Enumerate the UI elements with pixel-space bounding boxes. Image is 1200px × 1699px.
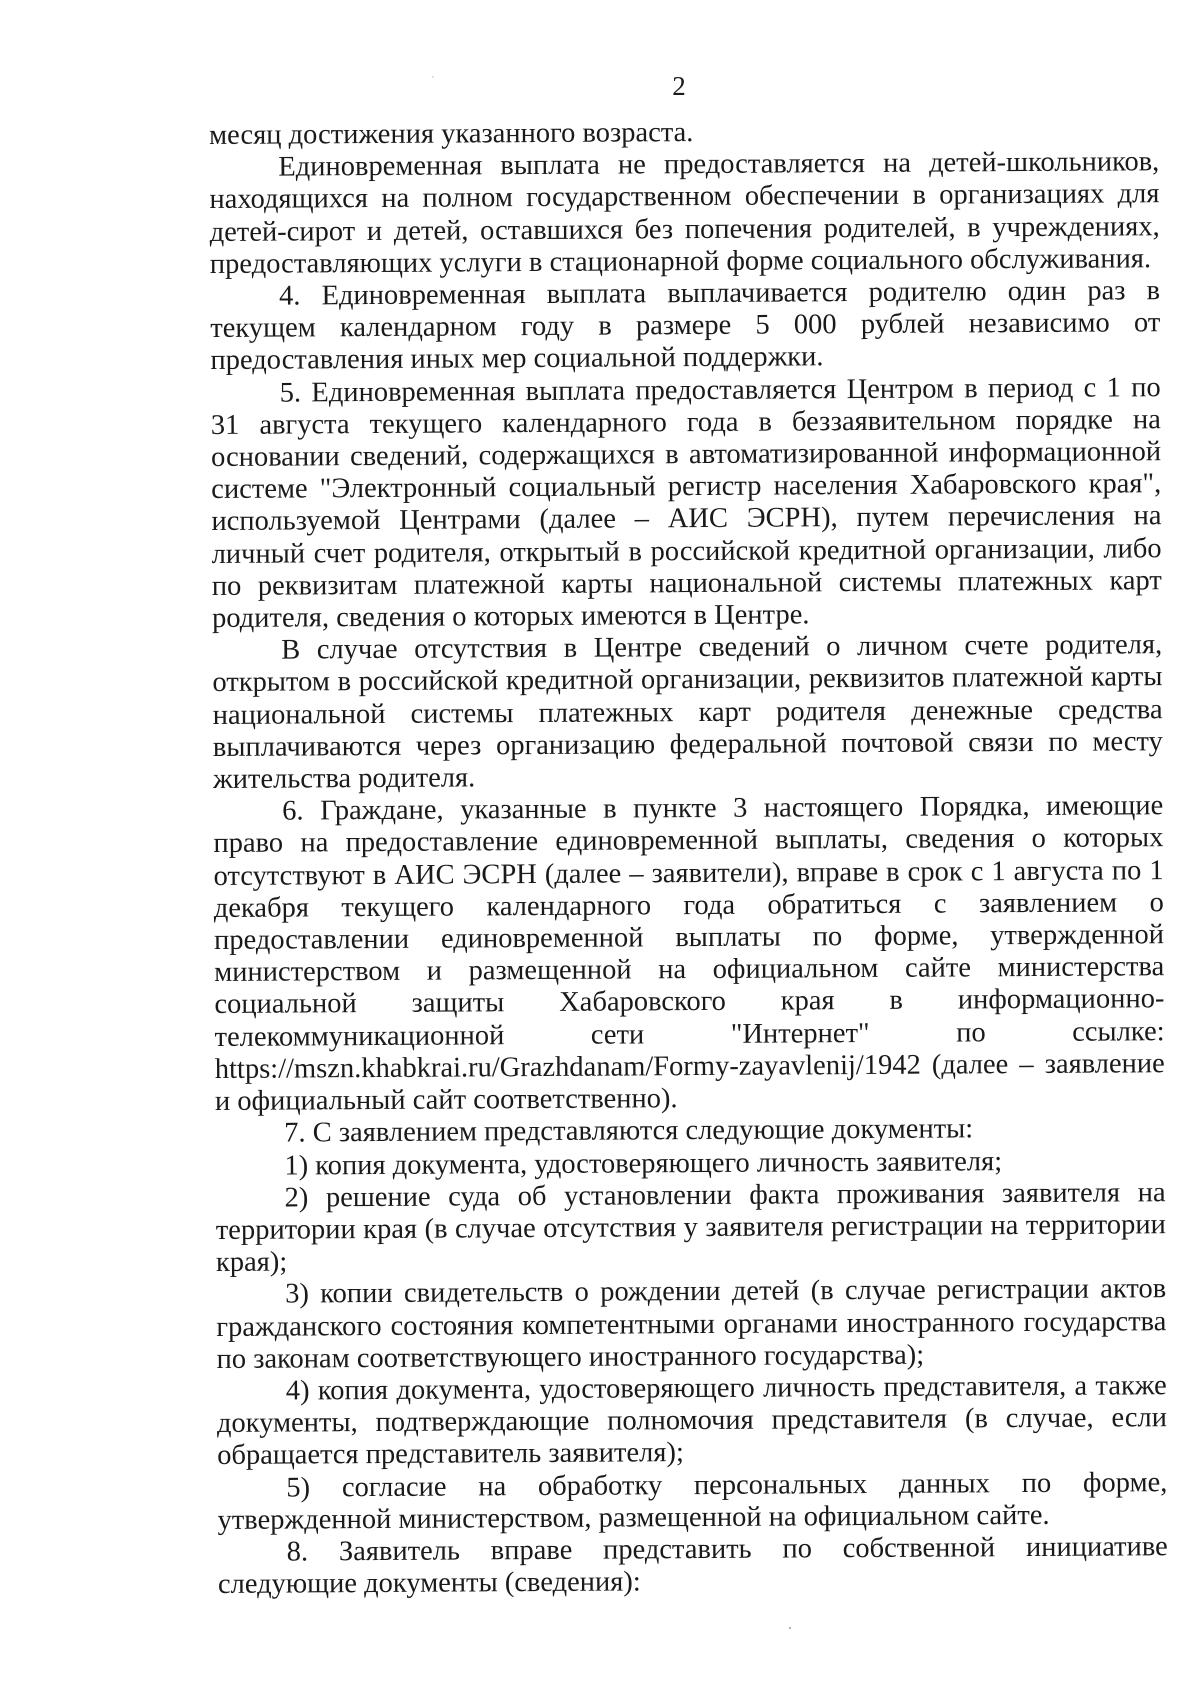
paragraph-postal-payment: В случае отсутствия в Центре сведений о личном счете родителя, открытом в российской кредитной организации, реквизитов платежной карты национальной системы платежных карт родителя денежные средства выплачиваются через организацию федеральной почтовой связи по месту жительства родителя. bbox=[212, 629, 1163, 796]
clause-4: 4. Единовременная выплата выплачивается родителю один раз в текущем календарном году в размере 5 000 рублей независимо от предоставления иных мер социальной поддержки. bbox=[210, 275, 1161, 377]
clause-7-item-1: 1) копия документа, удостоверяющего личность заявителя; bbox=[284, 1145, 1003, 1182]
speck bbox=[789, 1627, 791, 1629]
page-number: 2 bbox=[672, 71, 686, 101]
document-body bbox=[209, 114, 1168, 1601]
clause-8: 8. Заявитель вправе представить по собственной инициативе следующие документы (сведения): bbox=[217, 1531, 1168, 1601]
paragraph-exclusion: Единовременная выплата не предоставляется на детей-школьников, находящихся на полном государственном обеспечении в организациях для детей-сирот и детей, оставшихся без попечения родителей, в учреждениях, предоставляющих услуги в стационарной форме социального обслуживания. bbox=[209, 146, 1160, 280]
clause-7-item-3: 3) копии свидетельств о рождении детей (в случае регистрации актов гражданского состояния компетентными органами иностранного государства по законам соответствующего иностранного государства); bbox=[216, 1273, 1167, 1375]
clause-5: 5. Единовременная выплата предоставляется Центром в период с 1 по 31 августа текущего календарного года в беззаявительном порядке на основании сведений, содержащихся в автоматизированной информационной системе "Электронный социальный регистр населения Хабаровского края", используемой Центрами (далее – АИС ЭСРН), путем перечисления на личный счет родителя, открытый в российской кредитной организации, либо по реквизитам платежной карты национальной системы платежных карт родителя, сведения о которых имеются в Центре. bbox=[210, 371, 1162, 635]
paragraph-continuation: месяц достижения указанного возраста. bbox=[209, 117, 694, 151]
clause-7-item-2: 2) решение суда об установлении факта проживания заявителя на территории края (в случае отсутствия у заявителя регистрации на территории края); bbox=[215, 1176, 1166, 1279]
clause-7-item-5: 5) согласие на обработку персональных данных по форме, утвержденной министерством, размещенной на официальном сайте. bbox=[217, 1466, 1168, 1536]
clause-7-item-4: 4) копия документа, удостоверяющего личность представителя, а также документы, подтверждающие полномочия представителя (в случае, если обращается представитель заявителя); bbox=[216, 1370, 1168, 1472]
clause-6: 6. Граждане, указанные в пункте 3 настоящего Порядка, имеющие право на предоставление единовременной выплаты, сведения о которых отсутствуют в АИС ЭСРН (далее – заявители), вправе в срок с 1 августа по 1 декабря текущего календарного года обратиться с заявлением о предоставлении единовременной выплаты по форме, утвержденной министерством и размещенной на официальном сайте министерства социальной защиты Хабаровского края в информационно-телекоммуникационной сети "Интернет" по ссылке: https://mszn.khabkrai.ru/Grazhdanam/Formy-zayavlenij/1942 (далее – заявление и официальный сайт соответственно). bbox=[213, 790, 1165, 1118]
clause-7: 7. С заявлением представляются следующие документы: bbox=[284, 1113, 974, 1149]
